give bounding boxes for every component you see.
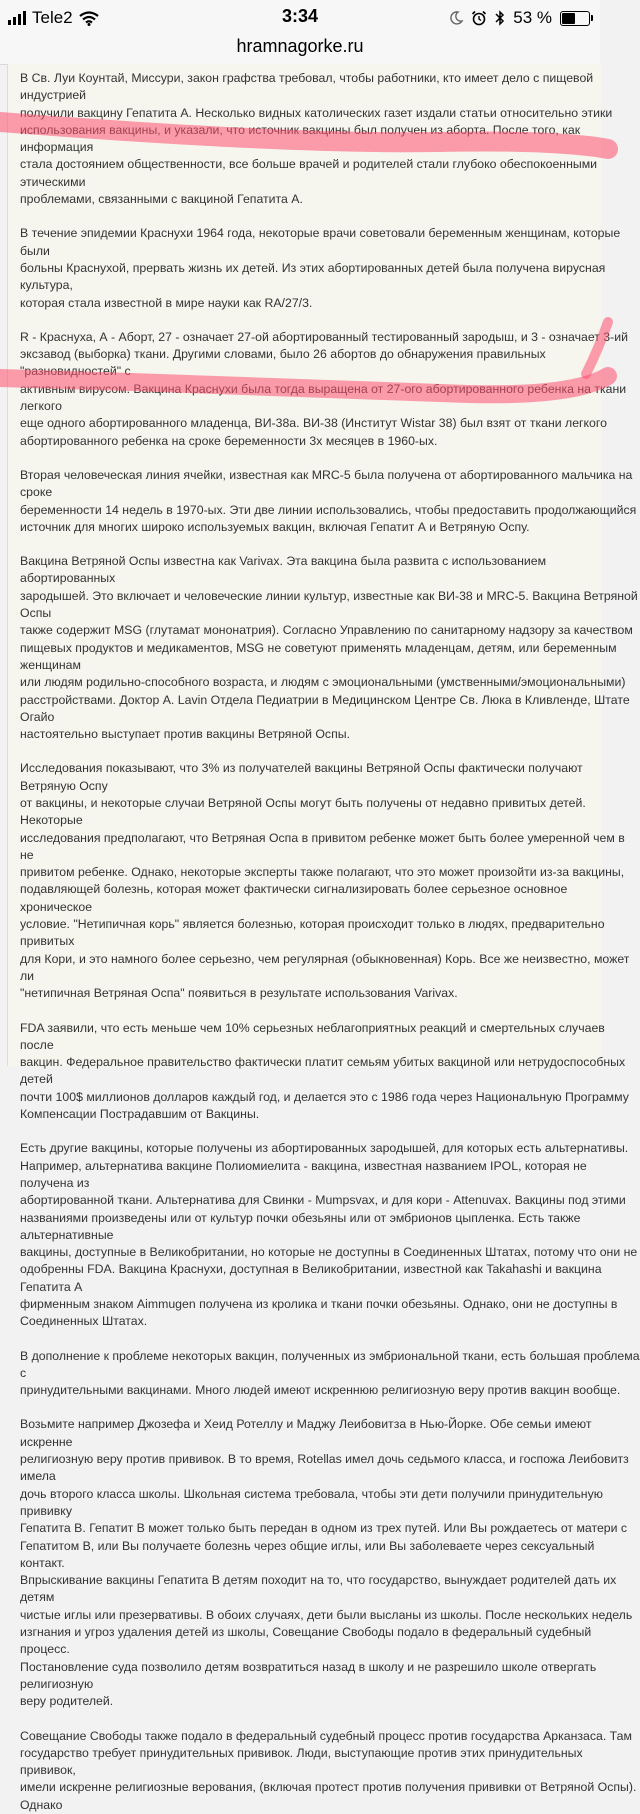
- article-paragraph: Исследования показывают, что 3% из получателей вакцины Ветряной Оспы фактически получают Ветряную Оспу от вакцины, и некоторые случаи Ветряной Оспы могут быть получены от недавно привитых детей. Некоторые исследования предполагают, что Ветряная Оспа в привитом ребенке может быть более умеренной чем в не привитом ребенке. Однако, некоторые эксперты также полагают, что это может произойти из-за вакцины, подавляющей болезнь, которая может фактически сигнализировать более серьезное основное хроническое условие. "Нетипичная корь" является болезнью, которая происходит только в людях, предварительно привитых для Кори, и это намного более серьезно, чем регулярная (обыкновенная) Корь. Все же неизвестно, может ли "нетипичная Ветряная Оспа" появиться в результате использования Varivax.: [20, 761, 630, 1001]
- article-paragraph: В дополнение к проблеме некоторых вакцин, полученных из эмбриональной ткани, есть большая проблема с принудительными вакцинами. Много людей имеют искреннюю религиозную веру против вакцин вообще.: [20, 1348, 640, 1398]
- alarm-icon: [471, 10, 487, 26]
- article-paragraph: Вторая человеческая линия ячейки, известная как MRC-5 была получена от абортированного мальчика на сроке беременности 14 недель в 1970-ых. Эти две линии использовались, чтобы предоставить продолжающийся источник для многих широко используемых вакцин, включая Гепатит А и Ветряную Оспу.: [20, 467, 637, 534]
- article-content[interactable]: [7, 64, 640, 1812]
- article-paragraph: Вакцина Ветряной Оспы известна как Varivax. Эта вакцина была развита с использованием абортированных зародышей. Это включает и человеческие линии культур, известные как ВИ-38 и MRC-5. Вакцина Ветряной Оспы также содержит MSG (глутамат мононатрия). Согласно Управлению по санитарному надзору за качеством пищевых продуктов и медикаментов, MSG не советуют применять младенцам, детям, или беременным женщинам или людям родильно-способного возраста, и людям с эмоциональными (умственными/эмоциональными) расстройствами. Доктор А. Lavin Отдела Педиатрии в Медицинском Центре Св. Люка в Кливленде, Штате Огайо настоятельно выступает против вакцины Ветряной Оспы.: [20, 554, 638, 742]
- article-body: [8, 64, 640, 1814]
- address-bar[interactable]: [0, 36, 600, 65]
- battery-icon: [560, 11, 590, 26]
- article-paragraph: Совещание Свободы также подало в федеральный судебный процесс против государства Арканзаса. Там государство требует принудительных прививок. Люди, выступающие против этих принудительных прививок, имели искренне религиозные верования, (включая протест против получения прививки от Ветряной Оспы). Однако: [20, 1728, 637, 1812]
- article-paragraph: Есть другие вакцины, которые получены из абортированных зародышей, для которых есть альтернативы. Например, альтернатива вакцине Полиомиелита - вакцина, известная названием IPOL, которая не получена из абортированной ткани. Альтернатива для Свинки - Mumpsvax, и для кори - Attenuvax. Вакцины под этими названиями произведены или от культур почки обезьяны или от эмбрионов цыпленка. Есть также альтернативные вакцины, доступные в Великобритании, но которые не доступны в Соединенных Штатах, потому что они не одобренны FDA. Вакцина Краснухи, доступная в Великобритании, известной как Takahashi и вакцина Гепатита А фирменным знаком Aimmugen получена из кролика и ткани почки обезьяны. Однако, они не доступны в Соединенных Штатах.: [20, 1141, 638, 1329]
- article-paragraph: В течение эпидемии Краснухи 1964 года, некоторые врачи советовали беременным женщинам, которые были больны Краснухой, прервать жизнь их детей. Из этих абортированных детей была получена вирусная культура, которая стала известной в мире науки как RA/27/3.: [20, 226, 621, 310]
- article-paragraph: R - Краснуха, А - Аборт, 27 - означает 27-ой абортированный тестированный зародыш, и 3 - означает 3-ий эксзавод (выборка) ткани. Другими словами, было 26 абортов до обнаружения правильных "разновидностей" с активным вирусом. Вакцина Краснухи была тогда выращена от 27-ого абортированного ребенка на ткани легкого еще одного абортированного младенца, ВИ-38а. ВИ-38 (Институт Wistar 38) был взят от ткани легкого абортированного ребенка на сроке беременности 3х месяцев в 1960-ых.: [20, 329, 628, 448]
- article-paragraph: В Св. Луи Коунтай, Миссури, закон графства требовал, чтобы работники, кто имеет дело с пищевой индустрией получили вакцину Гепатита А. Несколько видных католических газет издали статьи относительно этики использования вакцины, и указали, что источник вакцины был получен из аборта. После того, как информация стала достоянием общественности, все больше врачей и родителей стали глубоко обеспокоенными этическими проблемами, связанными с вакциной Гепатита А.: [20, 71, 613, 207]
- url-text[interactable]: hramnagorke.ru: [236, 36, 364, 56]
- status-bar: [0, 0, 600, 36]
- battery-fill: [562, 13, 575, 24]
- carrier-name: Tele2: [32, 8, 73, 27]
- battery-percent: 53 %: [513, 8, 552, 27]
- bluetooth-icon: [495, 10, 505, 26]
- status-right: [449, 8, 590, 28]
- clock-time: 3:34: [281, 6, 319, 26]
- article-paragraph: Возьмите например Джозефа и Хеид Ротеллу и Маджу Леибовитза в Нью-Йорке. Обе семьи имеют искренне религиозную веру против прививок. В то время, Rotellas имел дочь седьмого класса, и госпожа Леибовитз имела дочь второго класса школы. Школьная система требовала, чтобы эти дети получили принудительную прививку Гепатита В. Гепатит В может только быть передан в одном из трех путей. Или Вы рождаетесь от матери с Гепатитом В, или Вы получаете болезнь через общие иглы, или Вы заболеваете через сексуальный контакт. Впрыскивание вакцины Гепатита В детям походит на то, что государство, вынуждает родителей дать их детям чистые иглы или презервативы. В обоих случаях, дети были высланы из школы. После нескольких недель изгнания и угроз удаления детей из школы, Совещание Свободы подало в федеральный судебный процесс. Постановление суда позволило детям возвратиться назад в школу и не разрешило школе отвергать религиозную веру родителей.: [20, 1417, 633, 1709]
- article-paragraph: FDA заявили, что есть меньше чем 10% серьезных неблагоприятных реакций и смертельных случаев после вакцин. Федеральное правительство фактически платит семьям убитых вакциной или нетрудоспособных детей почти 100$ миллионов долларов каждый год, и делается это с 1986 года через Национальную Программу Компенсации Пострадавшим от Вакцины.: [20, 1020, 629, 1122]
- moon-icon: [449, 11, 463, 25]
